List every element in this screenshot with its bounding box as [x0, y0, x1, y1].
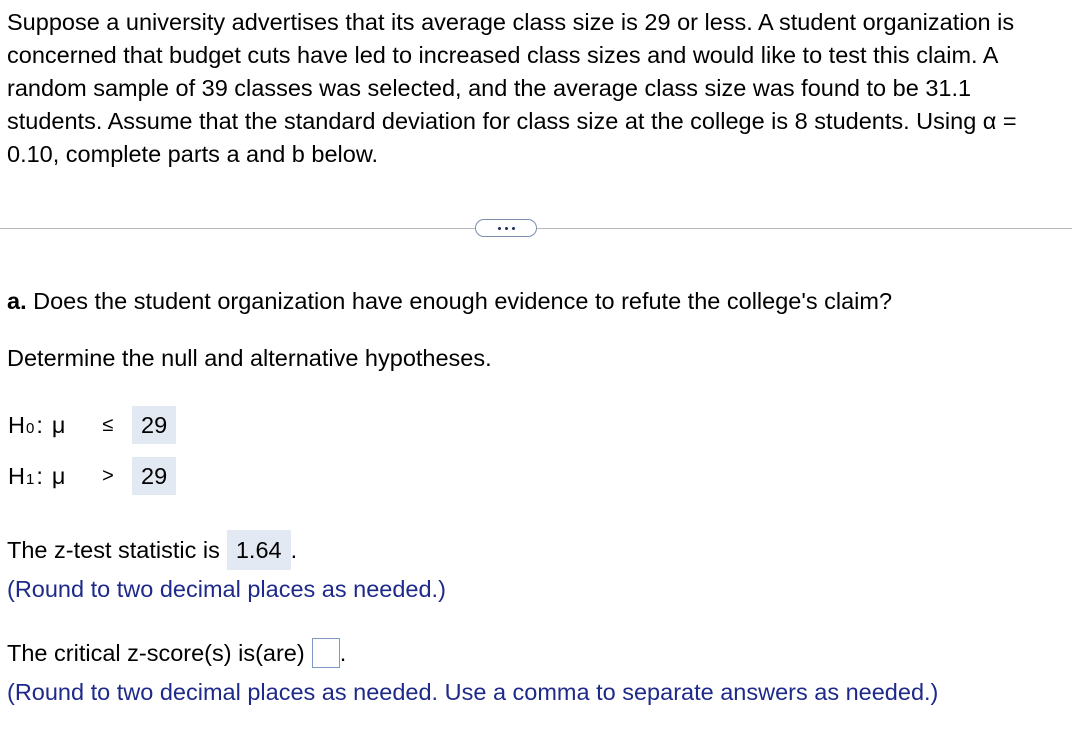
problem-statement: Suppose a university advertises that its average class size is 29 or less. A student organization is concerned that budget cuts have led to increased class sizes and would like to test this claim. A random sample of 39 classes was selected, and the average class size was found to be 31.1 students. Assume that the standard deviation for class size at the college is 8 students. Using α = 0.10, complete parts a and b below.	[7, 9, 1017, 167]
alt-value-answer[interactable]: 29	[132, 457, 176, 495]
hypothesis-parameter: μ	[51, 411, 66, 438]
hypothesis-parameter: μ	[51, 462, 66, 489]
null-value-answer[interactable]: 29	[132, 406, 176, 444]
critical-z-input[interactable]	[312, 638, 340, 668]
hypothesis-colon: :	[36, 411, 43, 438]
ellipsis-dot	[498, 227, 501, 230]
alt-hypothesis-label	[8, 463, 84, 490]
null-hypothesis-label	[8, 412, 84, 439]
critical-z-round-note: (Round to two decimal places as needed. Use a comma to separate answers as needed.)	[7, 679, 939, 705]
alt-hypothesis-row	[8, 457, 176, 495]
hypothesis-subscript: 0	[25, 419, 35, 437]
z-test-prefix: The z-test statistic is	[7, 536, 220, 563]
hypothesis-colon: :	[36, 462, 43, 489]
hypothesis-subscript: 1	[25, 470, 35, 488]
hypothesis-symbol: H	[8, 462, 25, 489]
part-a-label: a.	[7, 288, 27, 314]
critical-z-line	[7, 635, 346, 671]
critical-z-prefix: The critical z-score(s) is(are)	[7, 639, 305, 666]
z-test-statistic-line	[7, 530, 297, 570]
expand-button[interactable]	[475, 219, 537, 237]
z-test-answer[interactable]: 1.64	[227, 530, 291, 570]
hypothesis-symbol: H	[8, 411, 25, 438]
critical-z-suffix: .	[339, 639, 347, 666]
null-hypothesis-row	[8, 406, 176, 444]
ellipsis-dot	[512, 227, 515, 230]
z-test-round-note: (Round to two decimal places as needed.)	[7, 576, 446, 602]
hypotheses-instruction: Determine the null and alternative hypotheses.	[7, 345, 492, 371]
null-operator-dropdown[interactable]: ≤	[102, 413, 114, 436]
z-test-suffix: .	[290, 536, 298, 563]
alt-operator-dropdown[interactable]: >	[102, 464, 114, 487]
part-a-question	[7, 286, 892, 316]
part-a-question-text: Does the student organization have enough evidence to refute the college's claim?	[33, 288, 893, 314]
ellipsis-dot	[505, 227, 508, 230]
